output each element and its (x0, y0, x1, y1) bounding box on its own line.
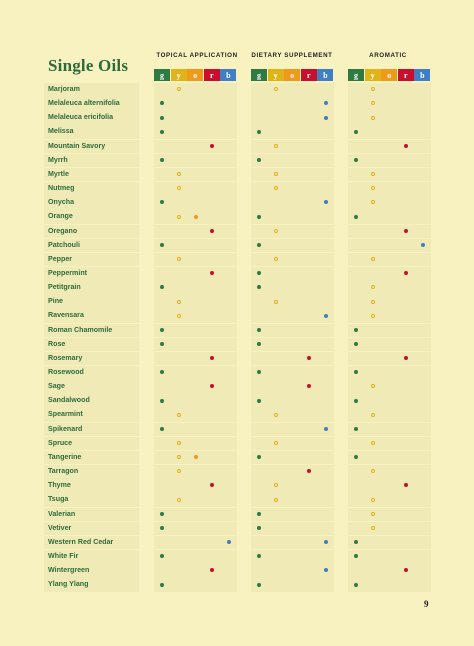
oil-name: Nutmeg (44, 182, 139, 196)
rating-dot-y (274, 257, 278, 261)
oil-name: Patchouli (44, 239, 139, 253)
oil-name: Vetiver (44, 522, 139, 536)
table-row (0, 423, 474, 437)
cell-background (251, 493, 334, 507)
table-row (0, 125, 474, 139)
table-row (0, 154, 474, 168)
oil-name: Spikenard (44, 423, 139, 437)
cell-background (348, 451, 431, 465)
cell-background (154, 338, 237, 352)
cell-background (251, 83, 334, 97)
legend-y: y (365, 69, 381, 81)
cell-background (251, 437, 334, 451)
table-row (0, 550, 474, 564)
cell-background (348, 168, 431, 182)
cell-background (348, 154, 431, 168)
cell-background (348, 493, 431, 507)
table-row (0, 564, 474, 578)
rating-dot-y (177, 441, 181, 445)
cell-background (348, 338, 431, 352)
legend-g: g (154, 69, 170, 81)
rating-dot-y (177, 300, 181, 304)
table-row (0, 394, 474, 408)
rating-dot-g (160, 583, 164, 587)
rating-dot-b (324, 540, 328, 544)
table-row (0, 168, 474, 182)
cell-background (154, 97, 237, 111)
cell-background (251, 281, 334, 295)
table-row (0, 281, 474, 295)
cell-background (154, 564, 237, 578)
cell-background (251, 225, 334, 239)
cell-background (154, 394, 237, 408)
table-row (0, 451, 474, 465)
cell-background (154, 125, 237, 139)
cell-background (348, 437, 431, 451)
rating-dot-g (354, 215, 358, 219)
oil-name: Onycha (44, 196, 139, 210)
rating-dot-y (371, 300, 375, 304)
table-row (0, 508, 474, 522)
oil-name: Rosemary (44, 352, 139, 366)
oil-name: Mountain Savory (44, 140, 139, 154)
page-number: 9 (424, 599, 429, 609)
rating-dot-r (210, 144, 214, 148)
table-row (0, 493, 474, 507)
oil-name: Ravensara (44, 309, 139, 323)
rating-dot-y (371, 498, 375, 502)
rating-dot-g (354, 583, 358, 587)
legend-r: r (398, 69, 414, 81)
cell-background (251, 210, 334, 224)
cell-background (251, 578, 334, 592)
cell-background (348, 465, 431, 479)
cell-background (154, 196, 237, 210)
cell-background (348, 210, 431, 224)
cell-background (154, 253, 237, 267)
legend-g: g (251, 69, 267, 81)
oil-name: Melaleuca alternifolia (44, 97, 139, 111)
table-row (0, 239, 474, 253)
table-row (0, 338, 474, 352)
cell-background (251, 196, 334, 210)
cell-background (348, 125, 431, 139)
oil-name: Oregano (44, 225, 139, 239)
oil-name: Pepper (44, 253, 139, 267)
legend-o: o (284, 69, 300, 81)
rating-dot-b (324, 427, 328, 431)
oil-name: Rosewood (44, 366, 139, 380)
rating-dot-y (371, 512, 375, 516)
cell-background (348, 295, 431, 309)
oil-name: Ylang Ylang (44, 578, 139, 592)
cell-background (348, 352, 431, 366)
legend-o: o (381, 69, 397, 81)
rating-dot-g (257, 583, 261, 587)
cell-background (251, 111, 334, 125)
cell-background (154, 423, 237, 437)
rating-dot-y (371, 116, 375, 120)
cell-background (251, 394, 334, 408)
cell-background (251, 465, 334, 479)
rating-dot-g (354, 399, 358, 403)
cell-background (154, 536, 237, 550)
cell-background (251, 423, 334, 437)
cell-background (348, 253, 431, 267)
rating-dot-y (274, 413, 278, 417)
table-row (0, 140, 474, 154)
cell-background (154, 168, 237, 182)
rating-dot-o (194, 455, 198, 459)
rating-dot-r (404, 144, 408, 148)
cell-background (251, 451, 334, 465)
rating-dot-y (274, 300, 278, 304)
cell-background (154, 465, 237, 479)
rating-dot-y (274, 144, 278, 148)
cell-background (251, 267, 334, 281)
oil-name: Thyme (44, 479, 139, 493)
cell-background (348, 182, 431, 196)
legend-r: r (301, 69, 317, 81)
cell-background (348, 536, 431, 550)
cell-background (154, 493, 237, 507)
table-row (0, 352, 474, 366)
table-row (0, 324, 474, 338)
group-title-dietary: DIETARY SUPPLEMENT (251, 52, 333, 59)
oil-name: Spearmint (44, 408, 139, 422)
rating-dot-y (371, 413, 375, 417)
cell-background (348, 83, 431, 97)
page-title: Single Oils (48, 56, 129, 75)
table-row (0, 210, 474, 224)
table-row (0, 253, 474, 267)
table-row (0, 182, 474, 196)
cell-background (251, 309, 334, 323)
cell-background (154, 479, 237, 493)
table-row (0, 295, 474, 309)
cell-background (251, 564, 334, 578)
oil-name: Peppermint (44, 267, 139, 281)
cell-background (154, 309, 237, 323)
cell-background (154, 578, 237, 592)
rating-dot-y (371, 314, 375, 318)
legend-b: b (414, 69, 430, 81)
cell-background (154, 239, 237, 253)
cell-background (154, 324, 237, 338)
cell-background (154, 366, 237, 380)
rating-dot-b (324, 314, 328, 318)
cell-background (154, 182, 237, 196)
cell-background (348, 309, 431, 323)
oil-name: Tangerine (44, 451, 139, 465)
cell-background (251, 253, 334, 267)
table-row (0, 380, 474, 394)
cell-background (348, 550, 431, 564)
cell-background (154, 267, 237, 281)
cell-background (251, 352, 334, 366)
rating-dot-y (177, 413, 181, 417)
cell-background (348, 408, 431, 422)
cell-background (251, 536, 334, 550)
cell-background (348, 366, 431, 380)
legend-y: y (268, 69, 284, 81)
cell-background (154, 437, 237, 451)
cell-background (348, 140, 431, 154)
group-title-aromatic: AROMATIC (369, 52, 407, 59)
oil-name: Petitgrain (44, 281, 139, 295)
rating-dot-r (404, 229, 408, 233)
oil-name: Roman Chamomile (44, 324, 139, 338)
cell-background (251, 380, 334, 394)
cell-background (251, 154, 334, 168)
table-row (0, 437, 474, 451)
cell-background (251, 125, 334, 139)
cell-background (154, 550, 237, 564)
cell-background (154, 83, 237, 97)
cell-background (251, 182, 334, 196)
cell-background (251, 366, 334, 380)
cell-background (154, 140, 237, 154)
table-row (0, 111, 474, 125)
legend-g: g (348, 69, 364, 81)
cell-background (251, 550, 334, 564)
oil-name: Melissa (44, 125, 139, 139)
rating-dot-y (371, 441, 375, 445)
cell-background (251, 338, 334, 352)
cell-background (251, 479, 334, 493)
cell-background (348, 423, 431, 437)
legend-b: b (317, 69, 333, 81)
legend-aromatic (348, 69, 431, 81)
rating-dot-g (257, 215, 261, 219)
cell-background (251, 508, 334, 522)
table-row (0, 366, 474, 380)
table-row (0, 225, 474, 239)
oil-name: Marjoram (44, 83, 139, 97)
legend-y: y (171, 69, 187, 81)
oil-name: Myrtle (44, 168, 139, 182)
cell-background (154, 154, 237, 168)
cell-background (251, 295, 334, 309)
rating-dot-y (371, 526, 375, 530)
oil-name: Sage (44, 380, 139, 394)
rating-dot-o (194, 215, 198, 219)
cell-background (348, 225, 431, 239)
cell-background (348, 324, 431, 338)
table-row (0, 479, 474, 493)
rating-dot-y (274, 498, 278, 502)
cell-background (154, 408, 237, 422)
cell-background (348, 394, 431, 408)
cell-background (251, 239, 334, 253)
cell-background (348, 522, 431, 536)
rating-dot-y (177, 314, 181, 318)
cell-background (348, 380, 431, 394)
table-row (0, 83, 474, 97)
cell-background (154, 295, 237, 309)
table-row (0, 536, 474, 550)
rating-dot-y (371, 257, 375, 261)
rating-dot-g (160, 399, 164, 403)
oil-name: Tarragon (44, 465, 139, 479)
rating-dot-r (210, 229, 214, 233)
legend-dietary (251, 69, 334, 81)
table-row (0, 408, 474, 422)
legend-o: o (187, 69, 203, 81)
legend-topical (154, 69, 237, 81)
cell-background (348, 267, 431, 281)
rating-dot-b (227, 540, 231, 544)
group-title-topical: TOPICAL APPLICATION (156, 52, 238, 59)
rating-dot-y (177, 257, 181, 261)
oil-name: Sandalwood (44, 394, 139, 408)
rating-dot-b (324, 116, 328, 120)
table-row (0, 309, 474, 323)
table-row (0, 97, 474, 111)
cell-background (154, 281, 237, 295)
rating-dot-g (257, 399, 261, 403)
rating-dot-y (177, 215, 181, 219)
cell-background (348, 281, 431, 295)
legend-r: r (204, 69, 220, 81)
cell-background (348, 564, 431, 578)
rating-dot-y (274, 441, 278, 445)
oil-name: Valerian (44, 508, 139, 522)
table-row (0, 578, 474, 592)
cell-background (251, 140, 334, 154)
cell-background (348, 479, 431, 493)
cell-background (154, 380, 237, 394)
table-row (0, 196, 474, 210)
cell-background (348, 97, 431, 111)
oil-name: Orange (44, 210, 139, 224)
rating-dot-g (160, 116, 164, 120)
table-row (0, 267, 474, 281)
oil-name: Western Red Cedar (44, 536, 139, 550)
cell-background (348, 578, 431, 592)
cell-background (348, 196, 431, 210)
table-row (0, 465, 474, 479)
legend-b: b (220, 69, 236, 81)
rating-dot-b (421, 243, 425, 247)
cell-background (251, 324, 334, 338)
cell-background (348, 111, 431, 125)
oil-name: Pine (44, 295, 139, 309)
cell-background (251, 522, 334, 536)
cell-background (154, 111, 237, 125)
oil-name: Melaleuca ericifolia (44, 111, 139, 125)
oil-name: Spruce (44, 437, 139, 451)
oil-name: Tsuga (44, 493, 139, 507)
cell-background (251, 408, 334, 422)
oil-name: Myrrh (44, 154, 139, 168)
table-row (0, 522, 474, 536)
cell-background (251, 168, 334, 182)
cell-background (154, 522, 237, 536)
cell-background (154, 352, 237, 366)
rating-dot-y (177, 498, 181, 502)
cell-background (154, 225, 237, 239)
oil-name: White Fir (44, 550, 139, 564)
cell-background (348, 239, 431, 253)
oil-name: Rose (44, 338, 139, 352)
cell-background (251, 97, 334, 111)
cell-background (348, 508, 431, 522)
oil-name: Wintergreen (44, 564, 139, 578)
cell-background (154, 508, 237, 522)
rating-dot-y (274, 229, 278, 233)
